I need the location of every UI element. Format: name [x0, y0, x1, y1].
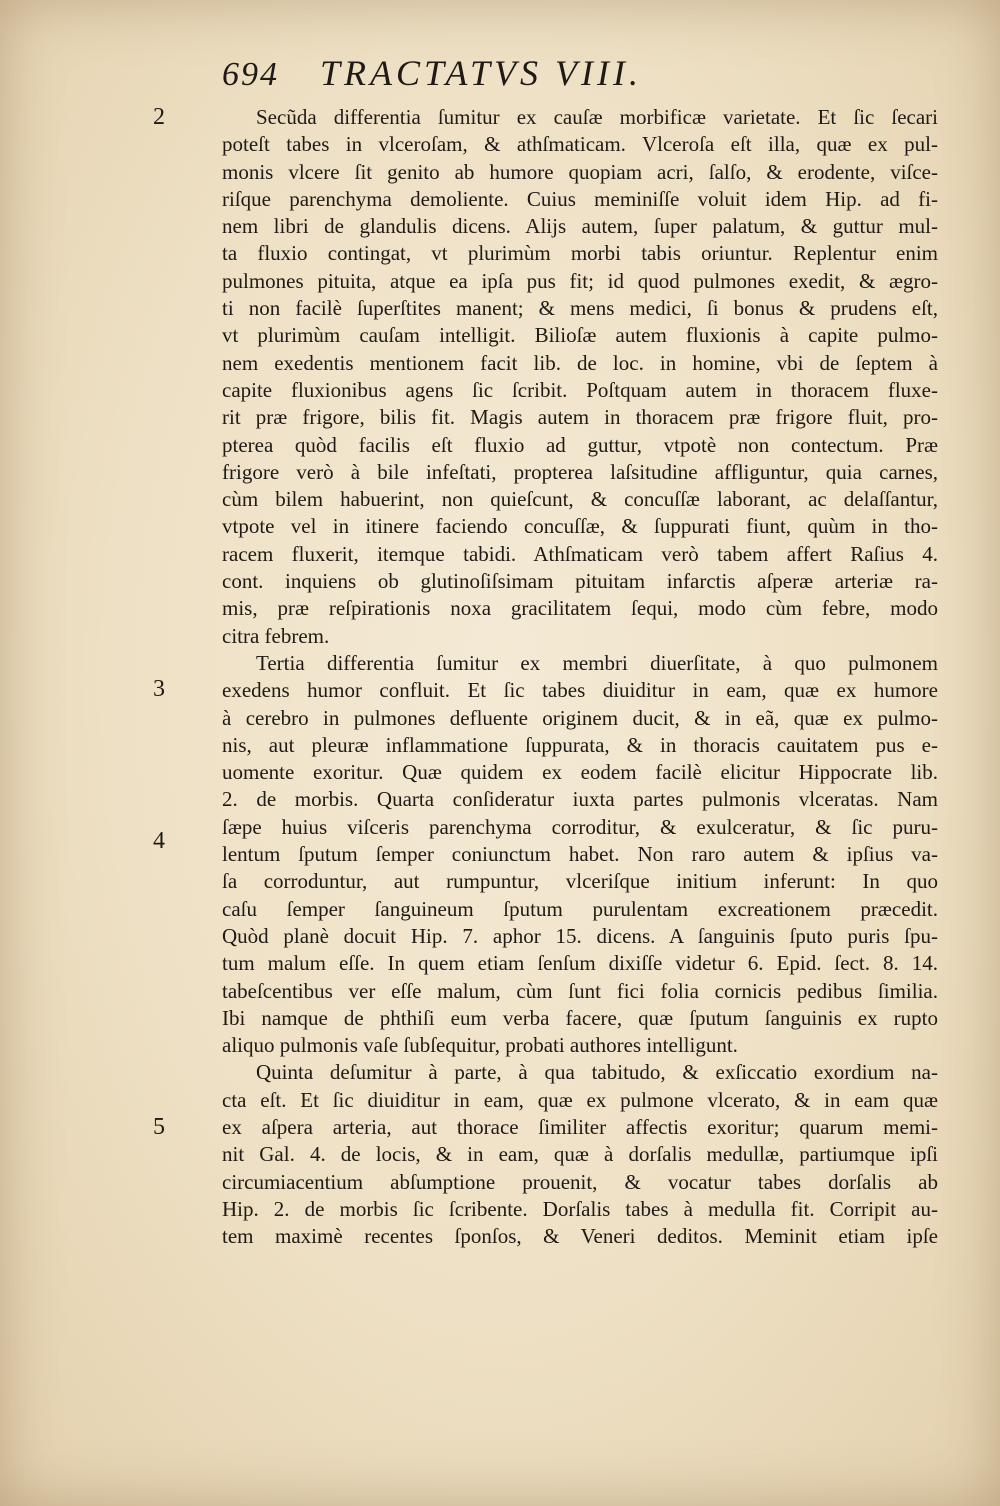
- text-line: Secũda differentia ſumitur ex cauſæ morbificæ varietate. Et ſic ſecari: [256, 105, 938, 129]
- text-line: uomente exoritur. Quæ quidem ex eodem facilè elicitur Hippocrate lib.: [222, 760, 938, 785]
- margin-number: 2: [153, 104, 165, 130]
- text-line: nis, aut pleuræ inflammatione ſuppurata, & in thoracis cauitatem pus e-: [222, 732, 938, 757]
- text-line: ſæpe huius viſceris parenchyma corroditur, & exulceratur, & ſic puru-: [222, 814, 938, 839]
- text-line: Quòd planè docuit Hip. 7. aphor 15. dicens. A ſanguinis ſputo puris ſpu-: [222, 923, 938, 948]
- text-line: racem fluxerit, itemque tabidi. Athſmaticam verò tabem affert Raſius 4.: [222, 541, 938, 566]
- margin-number: 3: [153, 676, 165, 702]
- text-line: pterea quòd facilis eſt fluxio ad guttur, vtpotè non contectum. Præ: [222, 432, 938, 457]
- text-line: monis vlcere ſit genito ab humore quopiam acri, ſalſo, & erodente, viſce-: [222, 159, 938, 184]
- text-line: cta eſt. Et ſic diuiditur in eam, quæ ex pulmone vlcerato, & in eam quæ: [222, 1087, 938, 1112]
- text-line: Quinta deſumitur à parte, à qua tabitudo, & exſiccatio exordium na-: [256, 1060, 938, 1085]
- text-line: nem exedentis mentionem facit lib. de loc. in homine, vbi de ſeptem à: [222, 350, 938, 375]
- text-line: rit præ frigore, bilis fit. Magis autem in thoracem præ frigore fluit, pro-: [222, 405, 938, 430]
- text-line: Hip. 2. de morbis ſic ſcribente. Dorſalis tabes à medulla fit. Corripit au-: [222, 1196, 938, 1221]
- text-line: nit Gal. 4. de locis, & in eam, quæ à dorſalis medullæ, partiumque ipſi: [222, 1142, 938, 1167]
- text-line: cont. inquiens ob glutinoſiſsimam pituitam infarctis aſperæ arteriæ ra-: [222, 569, 938, 594]
- text-line: tem maximè recentes ſponſos, & Veneri deditos. Meminit etiam ipſe: [222, 1224, 938, 1249]
- text-line: mis, præ reſpirationis noxa gracilitatem ſequi, modo cùm febre, modo: [222, 596, 938, 621]
- text-line: ex aſpera arteria, aut thorace ſimiliter affectis exoritur; quarum memi-: [222, 1114, 938, 1139]
- text-line: vt plurimùm cauſam intelligit. Bilioſæ autem fluxionis à capite pulmo-: [222, 323, 938, 348]
- text-line: tum malum eſſe. In quem etiam ſenſum dixiſſe videtur 6. Epid. ſect. 8. 14.: [222, 951, 938, 976]
- text-line: nem libri de glandulis dicens. Alijs autem, ſuper palatum, & guttur mul-: [222, 214, 938, 239]
- text-line: à cerebro in pulmones defluente originem ducit, & in eã, quæ ex pulmo-: [222, 705, 938, 730]
- text-line: Ibi namque de phthiſi eum verba facere, quæ ſputum ſanguinis ex rupto: [222, 1005, 938, 1030]
- page-number: 694: [222, 56, 279, 93]
- text-line: caſu ſemper ſanguineum ſputum purulentam excreationem præcedit.: [222, 896, 938, 921]
- text-line: 2. de morbis. Quarta conſideratur iuxta partes pulmonis vlceratas. Nam: [222, 787, 938, 812]
- text-line: tabeſcentibus ver eſſe malum, cùm ſunt fici folia cornicis pedibus ſimilia.: [222, 978, 938, 1003]
- text-line: cùm bilem habuerint, non quieſcunt, & concuſſæ laborant, ac delaſſantur,: [222, 487, 938, 512]
- text-line: citra febrem.: [222, 623, 330, 648]
- margin-number: 5: [153, 1114, 165, 1140]
- text-line: frigore verò à bile infeſtati, propterea laſsitudine affliguntur, quia carnes,: [222, 459, 938, 484]
- running-title: TRACTATVS VIII.: [320, 53, 642, 93]
- text-line: aliquo pulmonis vaſe ſubſequitur, probati authores intelligunt.: [222, 1033, 738, 1058]
- body-text: [222, 104, 938, 1250]
- text-line: circumiacentium abſumptione prouenit, & vocatur tabes dorſalis ab: [222, 1169, 938, 1194]
- text-line: exedens humor confluit. Et ſic tabes diuiditur in eam, quæ ex humore: [222, 678, 938, 703]
- text-line: Tertia differentia ſumitur ex membri diuerſitate, à quo pulmonem: [256, 650, 938, 675]
- text-line: pulmones pituita, atque ea ipſa pus fit; id quod pulmones exedit, & ægro-: [222, 268, 938, 293]
- text-line: vtpote vel in itinere faciendo concuſſæ, & ſuppurati fiunt, quùm in tho-: [222, 514, 938, 539]
- text-line: poteſt tabes in vlceroſam, & athſmaticam. Vlceroſa eſt illa, quæ ex pul-: [222, 132, 938, 157]
- text-line: ſa corroduntur, aut rumpuntur, vlceriſque initium inferunt: In quo: [222, 869, 938, 894]
- text-line: capite fluxionibus agens ſic ſcribit. Poſtquam autem in thoracem fluxe-: [222, 377, 938, 402]
- running-header: [222, 52, 642, 98]
- text-line: ti non facilè ſuperſtites manent; & mens medici, ſi bonus & prudens eſt,: [222, 296, 938, 321]
- text-line: ta fluxio contingat, vt plurimùm morbi tabis oriuntur. Replentur enim: [222, 241, 938, 266]
- text-line: riſque parenchyma demoliente. Cuius meminiſſe voluit idem Hip. ad fi-: [222, 186, 938, 211]
- text-line: lentum ſputum ſemper coniunctum habet. Non raro autem & ipſius va-: [222, 842, 938, 867]
- margin-number: 4: [153, 828, 165, 854]
